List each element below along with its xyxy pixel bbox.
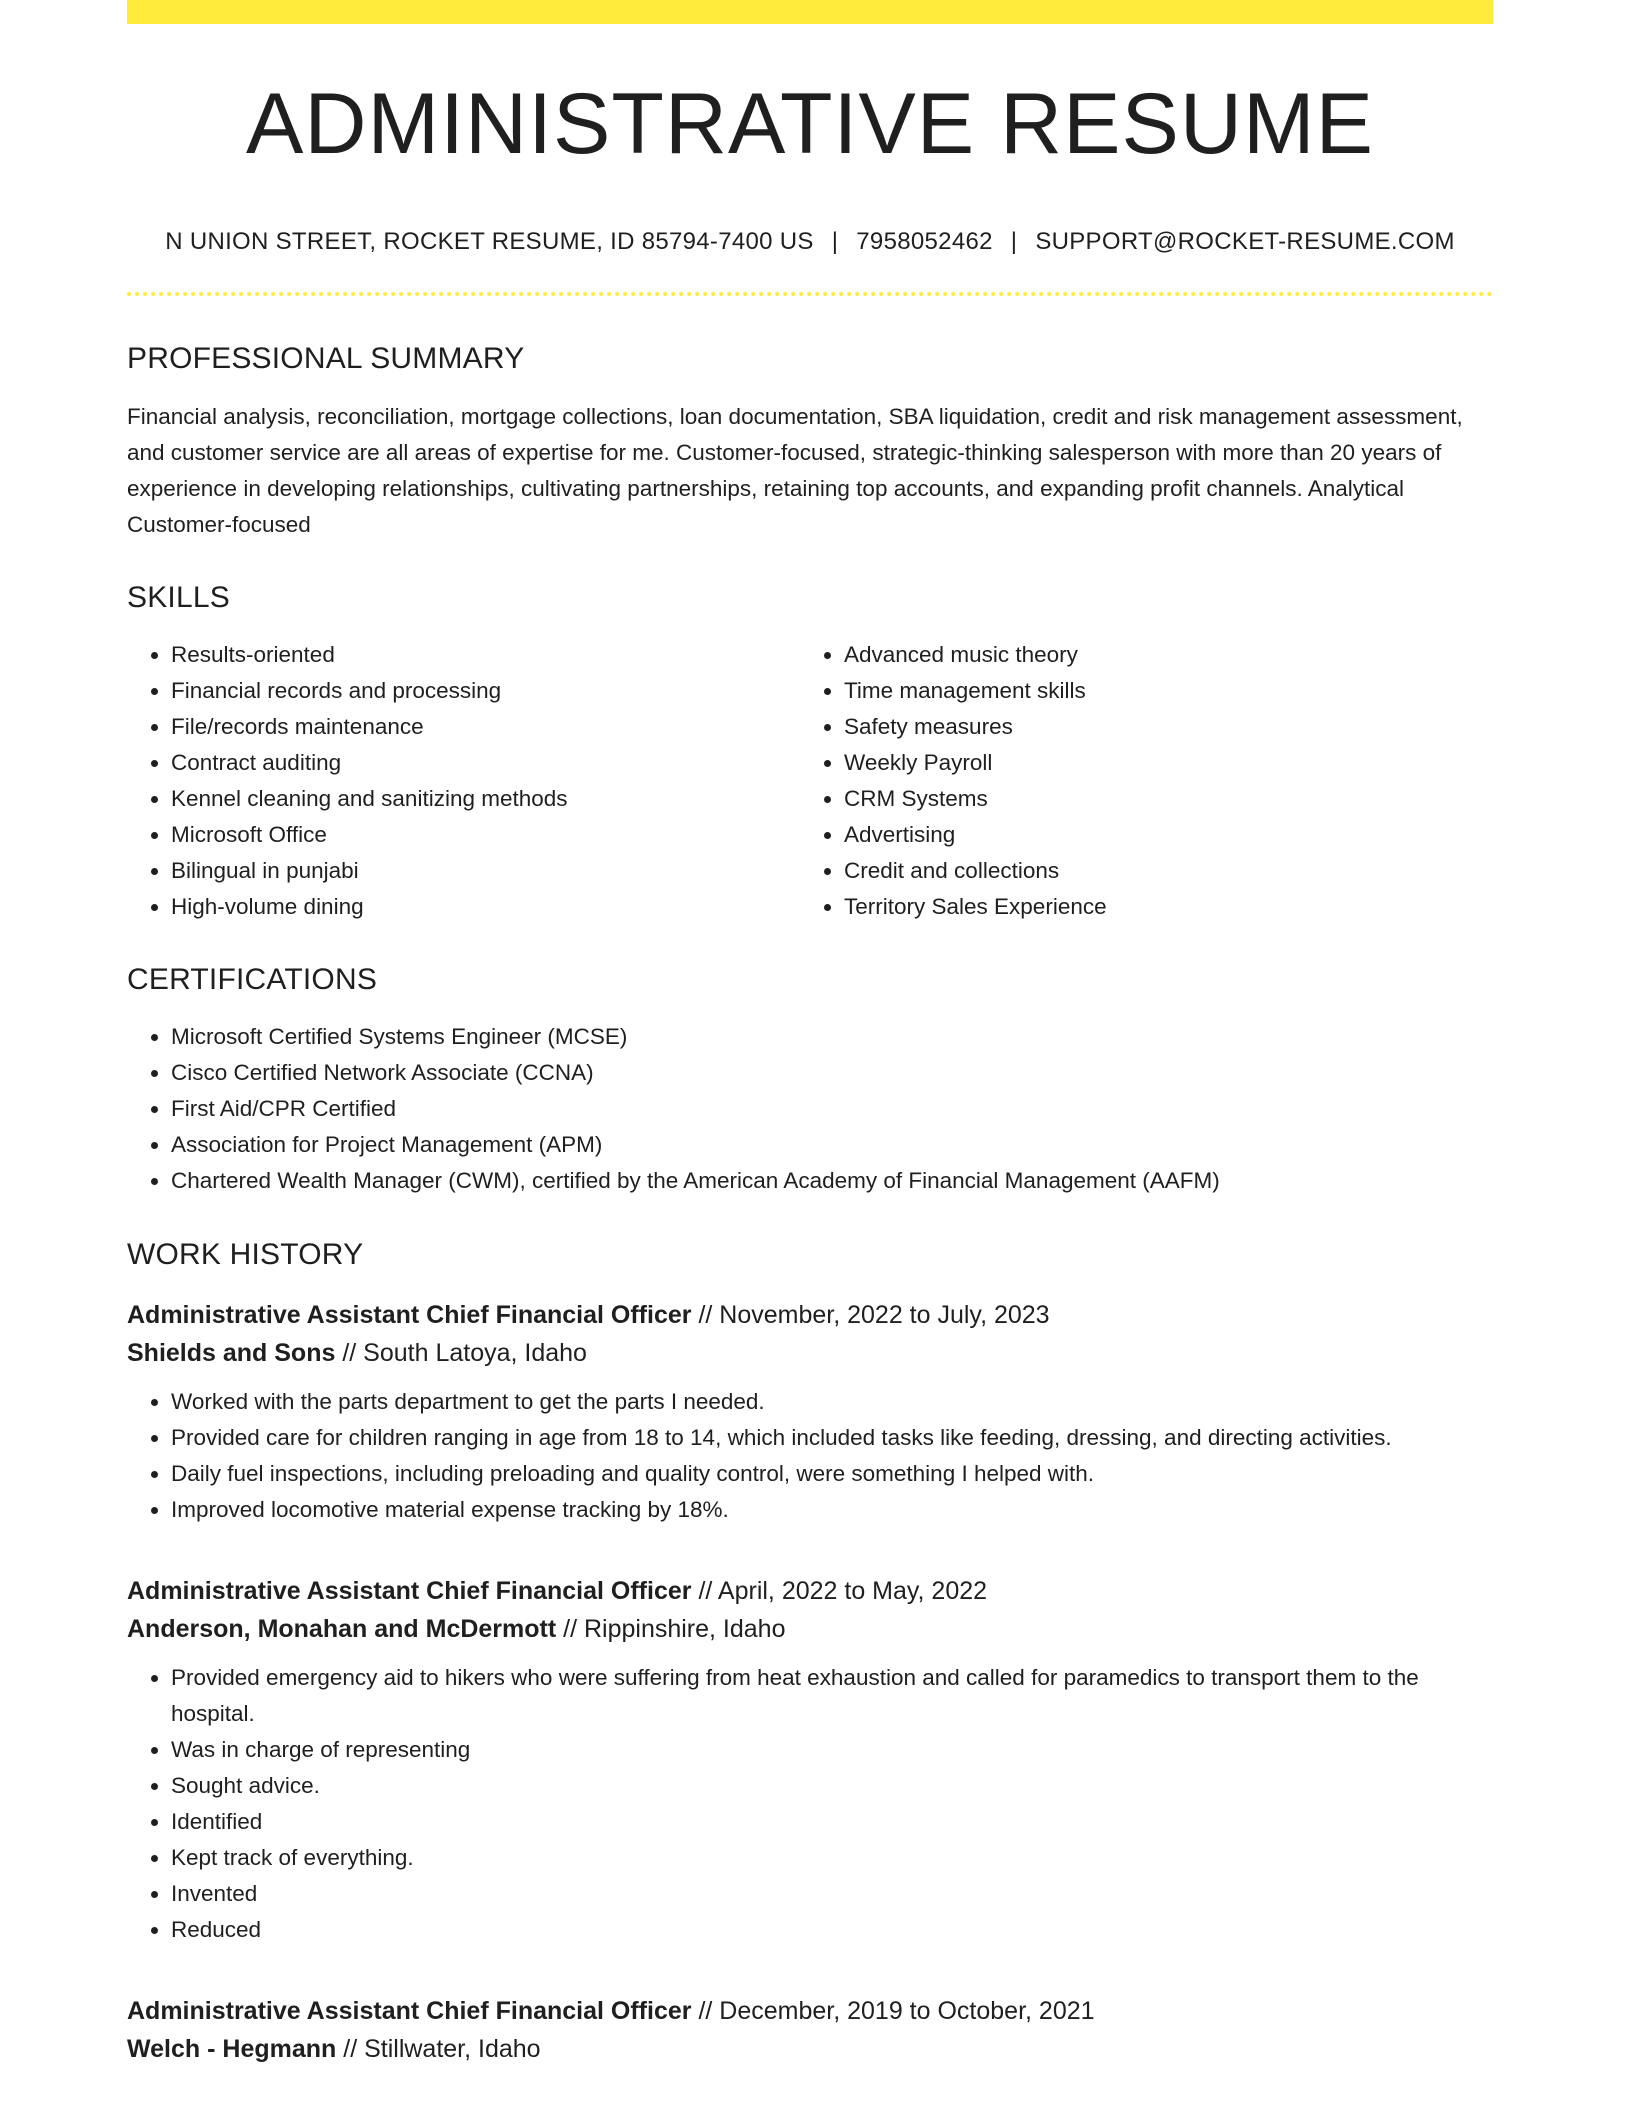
skill-item: • Time management skills	[844, 673, 1473, 709]
certification-item: • Cisco Certified Network Associate (CCNA)	[171, 1055, 1493, 1091]
work-history-heading: WORK HISTORY	[127, 1237, 364, 1271]
skill-item: • Results-oriented	[171, 637, 800, 673]
job-duty-item: • Provided emergency aid to hikers who were suffering from heat exhaustion and called for paramedics to transport them to the hospital.	[171, 1660, 1493, 1732]
job-company-line	[127, 1610, 1493, 1648]
job-company-line	[127, 1334, 1493, 1372]
skill-item: • Financial records and processing	[171, 673, 800, 709]
skills-list-left	[127, 637, 800, 925]
skill-item: • Contract auditing	[171, 745, 800, 781]
skill-item: • Bilingual in punjabi	[171, 853, 800, 889]
job-duty-item: • Was in charge of representing	[171, 1732, 1493, 1768]
job-duties	[127, 1660, 1493, 1948]
job-duty-item: • Daily fuel inspections, including preloading and quality control, were something I helped with.	[171, 1456, 1493, 1492]
job-title-line	[127, 1992, 1493, 2030]
job-role: Administrative Assistant Chief Financial Officer	[127, 1576, 692, 1605]
contact-line	[127, 228, 1493, 257]
summary-heading: PROFESSIONAL SUMMARY	[127, 341, 525, 375]
job-entry	[127, 1992, 1493, 2068]
job-role: Administrative Assistant Chief Financial Officer	[127, 1996, 692, 2025]
skill-item: • File/records maintenance	[171, 709, 800, 745]
job-duty-item: • Sought advice.	[171, 1768, 1493, 1804]
resume-page	[127, 0, 1493, 2068]
job-dates: // November, 2022 to July, 2023	[698, 1300, 1050, 1329]
job-title-line	[127, 1572, 1493, 1610]
skill-item: • CRM Systems	[844, 781, 1473, 817]
job-title-line	[127, 1296, 1493, 1334]
skill-item: • Weekly Payroll	[844, 745, 1473, 781]
job-duty-item: • Provided care for children ranging in age from 18 to 14, which included tasks like feeding, dressing, and directing activities.	[171, 1420, 1493, 1456]
job-company: Welch - Hegmann	[127, 2034, 337, 2063]
skill-item: • Territory Sales Experience	[844, 889, 1473, 925]
resume-title: ADMINISTRATIVE RESUME	[246, 76, 1374, 172]
job-location: // South Latoya, Idaho	[342, 1338, 587, 1367]
certifications-heading: CERTIFICATIONS	[127, 962, 378, 996]
certification-item: • Chartered Wealth Manager (CWM), certified by the American Academy of Financial Management (AAFM)	[171, 1163, 1493, 1199]
job-duties	[127, 1384, 1493, 1528]
job-duty-item: • Improved locomotive material expense tracking by 18%.	[171, 1492, 1493, 1528]
contact-separator: |	[1010, 228, 1018, 255]
skills-column-right	[800, 637, 1473, 925]
job-company: Anderson, Monahan and McDermott	[127, 1614, 557, 1643]
skill-item: • Credit and collections	[844, 853, 1473, 889]
skill-item: • Kennel cleaning and sanitizing methods	[171, 781, 800, 817]
job-duties-list	[127, 1384, 1493, 1528]
contact-separator: |	[831, 228, 839, 255]
job-location: // Stillwater, Idaho	[343, 2034, 541, 2063]
skill-item: • High-volume dining	[171, 889, 800, 925]
job-duty-item: • Kept track of everything.	[171, 1840, 1493, 1876]
job-location: // Rippinshire, Idaho	[563, 1614, 786, 1643]
job-duty-item: • Invented	[171, 1876, 1493, 1912]
job-entry	[127, 1572, 1493, 1948]
certification-item: • Association for Project Management (APM)	[171, 1127, 1493, 1163]
certification-item: • Microsoft Certified Systems Engineer (MCSE)	[171, 1019, 1493, 1055]
dotted-divider	[127, 292, 1493, 296]
skill-item: • Advanced music theory	[844, 637, 1473, 673]
job-dates: // December, 2019 to October, 2021	[698, 1996, 1095, 2025]
job-duty-item: • Worked with the parts department to get the parts I needed.	[171, 1384, 1493, 1420]
summary-text: Financial analysis, reconciliation, mortgage collections, loan documentation, SBA liquidation, credit and risk management assessment, and customer service are all areas of expertise for me. Customer-focused, strategic-thinking salesperson with more than 20 years of experience in developing relationships, cultivating partnerships, retaining top accounts, and expanding profit channels. Analytical Customer-focused	[127, 403, 1463, 537]
contact-address: N UNION STREET, ROCKET RESUME, ID 85794-7400 US	[165, 228, 814, 255]
job-entry	[127, 1296, 1493, 1528]
skills-heading: SKILLS	[127, 580, 230, 614]
certifications-list	[127, 1019, 1493, 1199]
job-duty-item: • Identified	[171, 1804, 1493, 1840]
skills-list-right	[800, 637, 1473, 925]
skills-column-left	[127, 637, 800, 925]
job-dates: // April, 2022 to May, 2022	[698, 1576, 988, 1605]
skills-columns	[127, 637, 1493, 925]
skill-item: • Advertising	[844, 817, 1473, 853]
contact-email[interactable]: SUPPORT@ROCKET-RESUME.COM	[1035, 228, 1455, 255]
work-history-list	[127, 1296, 1493, 2068]
job-company-line	[127, 2030, 1493, 2068]
skill-item: • Microsoft Office	[171, 817, 800, 853]
job-company: Shields and Sons	[127, 1338, 336, 1367]
contact-phone[interactable]: 7958052462	[856, 228, 993, 255]
top-accent-bar	[127, 0, 1493, 24]
certification-item: • First Aid/CPR Certified	[171, 1091, 1493, 1127]
job-role: Administrative Assistant Chief Financial Officer	[127, 1300, 692, 1329]
skill-item: • Safety measures	[844, 709, 1473, 745]
job-duties-list	[127, 1660, 1493, 1948]
job-duty-item: • Reduced	[171, 1912, 1493, 1948]
certifications-block	[127, 1019, 1493, 1199]
